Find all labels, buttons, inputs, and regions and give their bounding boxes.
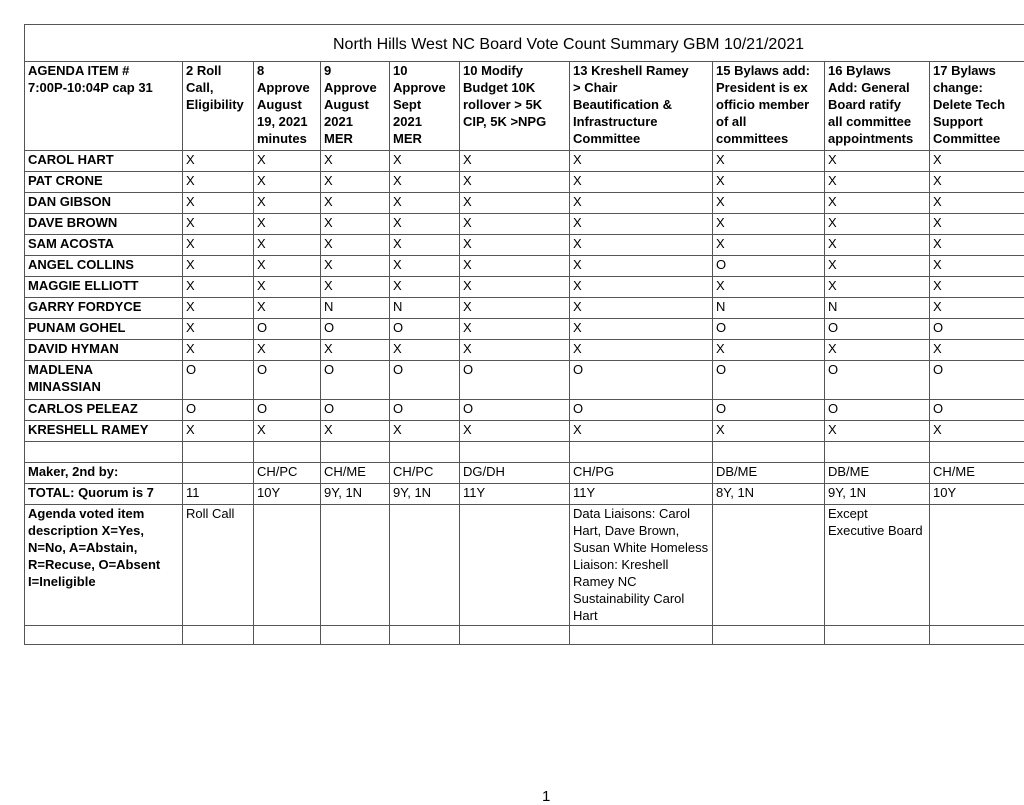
page-number: 1 xyxy=(542,788,550,805)
description-value: Roll Call xyxy=(183,505,254,626)
voter-name: KRESHELL RAMEY xyxy=(25,421,183,442)
header-item-6 xyxy=(570,62,713,151)
vote-cell: X xyxy=(390,421,460,442)
voter-name: DAVID HYMAN xyxy=(25,340,183,361)
vote-cell: O xyxy=(321,400,390,421)
vote-cell: X xyxy=(825,256,930,277)
vote-cell: X xyxy=(390,256,460,277)
vote-cell: O xyxy=(390,361,460,400)
maker-value: CH/ME xyxy=(321,463,390,484)
header-item-2 xyxy=(254,62,321,151)
vote-cell: X xyxy=(930,298,1024,319)
header-item-5 xyxy=(460,62,570,151)
header-item-8 xyxy=(825,62,930,151)
total-row xyxy=(25,484,1024,505)
vote-cell: X xyxy=(183,340,254,361)
vote-cell: X xyxy=(825,340,930,361)
header-label: 10 Modify Budget 10K rollover > 5K CIP, 5K >NPG xyxy=(463,62,566,130)
description-value xyxy=(321,505,390,626)
header-label: 10 Approve Sept 2021 MER xyxy=(393,62,456,147)
empty-cell xyxy=(825,626,930,645)
vote-cell: O xyxy=(930,319,1024,340)
header-row xyxy=(25,62,1024,151)
vote-cell: X xyxy=(570,235,713,256)
vote-cell: N xyxy=(321,298,390,319)
empty-cell xyxy=(321,442,390,463)
empty-cell xyxy=(183,442,254,463)
description-value xyxy=(930,505,1024,626)
vote-cell: O xyxy=(460,400,570,421)
voter-row xyxy=(25,256,1024,277)
vote-cell: X xyxy=(254,298,321,319)
vote-cell: X xyxy=(570,277,713,298)
total-value: 11Y xyxy=(460,484,570,505)
maker-value: DB/ME xyxy=(713,463,825,484)
header-item-1 xyxy=(183,62,254,151)
vote-cell: X xyxy=(713,235,825,256)
vote-cell: O xyxy=(713,319,825,340)
empty-cell xyxy=(460,442,570,463)
voter-row xyxy=(25,214,1024,235)
empty-cell xyxy=(570,626,713,645)
vote-cell: X xyxy=(183,193,254,214)
description-value xyxy=(460,505,570,626)
description-value: Except Executive Board xyxy=(825,505,930,626)
voter-name: SAM ACOSTA xyxy=(25,235,183,256)
empty-cell xyxy=(930,626,1024,645)
vote-cell: X xyxy=(825,277,930,298)
empty-cell xyxy=(713,626,825,645)
voter-row xyxy=(25,193,1024,214)
vote-cell: X xyxy=(390,340,460,361)
vote-cell: O xyxy=(183,400,254,421)
vote-cell: X xyxy=(254,193,321,214)
vote-cell: X xyxy=(930,256,1024,277)
voter-row xyxy=(25,151,1024,172)
vote-cell: X xyxy=(930,421,1024,442)
voter-row xyxy=(25,277,1024,298)
vote-cell: X xyxy=(930,340,1024,361)
vote-cell: X xyxy=(321,235,390,256)
vote-cell: X xyxy=(825,172,930,193)
voter-name: ANGEL COLLINS xyxy=(25,256,183,277)
voter-name: MAGGIE ELLIOTT xyxy=(25,277,183,298)
vote-cell: X xyxy=(570,172,713,193)
voter-row xyxy=(25,172,1024,193)
voter-name: PAT CRONE xyxy=(25,172,183,193)
voter-name: GARRY FORDYCE xyxy=(25,298,183,319)
vote-cell: X xyxy=(183,421,254,442)
vote-cell: X xyxy=(460,319,570,340)
vote-cell: O xyxy=(570,361,713,400)
description-value xyxy=(254,505,321,626)
maker-value: CH/ME xyxy=(930,463,1024,484)
vote-cell: X xyxy=(183,214,254,235)
voter-name: CARLOS PELEAZ xyxy=(25,400,183,421)
vote-cell: O xyxy=(254,361,321,400)
total-value: 9Y, 1N xyxy=(825,484,930,505)
empty-cell xyxy=(460,626,570,645)
vote-cell: X xyxy=(460,256,570,277)
total-value: 10Y xyxy=(254,484,321,505)
vote-cell: X xyxy=(930,214,1024,235)
maker-value: DB/ME xyxy=(825,463,930,484)
vote-cell: X xyxy=(930,193,1024,214)
voter-row xyxy=(25,298,1024,319)
vote-cell: O xyxy=(254,319,321,340)
vote-table xyxy=(24,62,1024,645)
vote-cell: X xyxy=(713,172,825,193)
vote-cell: X xyxy=(825,193,930,214)
vote-cell: O xyxy=(825,400,930,421)
vote-cell: O xyxy=(825,319,930,340)
maker-value: CH/PC xyxy=(390,463,460,484)
vote-cell: O xyxy=(321,361,390,400)
voter-row xyxy=(25,340,1024,361)
total-value: 10Y xyxy=(930,484,1024,505)
vote-cell: X xyxy=(570,193,713,214)
total-value: 9Y, 1N xyxy=(321,484,390,505)
vote-cell: X xyxy=(460,151,570,172)
table-body xyxy=(25,151,1024,645)
vote-cell: X xyxy=(713,151,825,172)
empty-cell xyxy=(25,626,183,645)
header-label: 17 Bylaws change: Delete Tech Support Committee xyxy=(933,62,1022,147)
vote-cell: O xyxy=(930,400,1024,421)
vote-cell: X xyxy=(183,235,254,256)
vote-cell: X xyxy=(825,235,930,256)
voter-row xyxy=(25,319,1024,340)
vote-cell: X xyxy=(570,298,713,319)
vote-cell: O xyxy=(713,256,825,277)
vote-cell: X xyxy=(713,340,825,361)
voter-name: DAVE BROWN xyxy=(25,214,183,235)
header-label: AGENDA ITEM # 7:00P-10:04P cap 31 xyxy=(28,62,179,96)
description-label: Agenda voted item description X=Yes, N=No, A=Abstain, R=Recuse, O=Absent I=Ineligible xyxy=(25,505,183,626)
header-label: 9 Approve August 2021 MER xyxy=(324,62,386,147)
vote-cell: X xyxy=(713,193,825,214)
vote-cell: X xyxy=(460,298,570,319)
vote-cell: X xyxy=(460,193,570,214)
description-value: Data Liaisons: Carol Hart, Dave Brown, Susan White Homeless Liaison: Kreshell Ramey NC Sustainability Carol Hart xyxy=(570,505,713,626)
vote-cell: X xyxy=(930,172,1024,193)
vote-cell: X xyxy=(254,151,321,172)
voter-name: PUNAM GOHEL xyxy=(25,319,183,340)
empty-cell xyxy=(390,442,460,463)
voter-name: CAROL HART xyxy=(25,151,183,172)
header-label: 15 Bylaws add: President is ex officio member of all committees xyxy=(716,62,821,147)
empty-cell xyxy=(254,626,321,645)
header-item-4 xyxy=(390,62,460,151)
vote-cell: X xyxy=(321,151,390,172)
vote-cell: X xyxy=(321,172,390,193)
header-item-9 xyxy=(930,62,1024,151)
vote-cell: X xyxy=(183,256,254,277)
vote-cell: X xyxy=(254,340,321,361)
maker-value: CH/PG xyxy=(570,463,713,484)
vote-cell: X xyxy=(183,172,254,193)
vote-cell: O xyxy=(930,361,1024,400)
vote-cell: X xyxy=(321,277,390,298)
vote-cell: X xyxy=(570,256,713,277)
empty-cell xyxy=(25,442,183,463)
spacer-row xyxy=(25,442,1024,463)
vote-cell: X xyxy=(183,298,254,319)
vote-cell: X xyxy=(254,172,321,193)
total-value: 8Y, 1N xyxy=(713,484,825,505)
vote-cell: N xyxy=(390,298,460,319)
vote-cell: X xyxy=(825,214,930,235)
title-row xyxy=(24,24,1024,62)
vote-cell: O xyxy=(460,361,570,400)
vote-cell: X xyxy=(183,277,254,298)
vote-cell: X xyxy=(460,214,570,235)
vote-cell: O xyxy=(825,361,930,400)
header-agenda-item xyxy=(25,62,183,151)
vote-cell: X xyxy=(390,214,460,235)
vote-cell: X xyxy=(570,319,713,340)
vote-cell: X xyxy=(930,151,1024,172)
header-item-7 xyxy=(713,62,825,151)
vote-cell: X xyxy=(254,235,321,256)
vote-cell: O xyxy=(570,400,713,421)
vote-cell: X xyxy=(390,193,460,214)
total-value: 11Y xyxy=(570,484,713,505)
empty-cell xyxy=(183,626,254,645)
vote-cell: X xyxy=(321,193,390,214)
vote-cell: N xyxy=(713,298,825,319)
vote-cell: X xyxy=(713,421,825,442)
maker-row xyxy=(25,463,1024,484)
vote-cell: X xyxy=(825,151,930,172)
vote-cell: X xyxy=(254,421,321,442)
header-label: 2 Roll Call, Eligibility xyxy=(186,62,250,113)
vote-cell: X xyxy=(321,421,390,442)
empty-cell xyxy=(321,626,390,645)
vote-cell: X xyxy=(254,214,321,235)
description-row xyxy=(25,505,1024,626)
page-title: North Hills West NC Board Vote Count Summary GBM 10/21/2021 xyxy=(333,36,804,54)
vote-cell: X xyxy=(570,214,713,235)
vote-cell: X xyxy=(390,235,460,256)
vote-cell: O xyxy=(713,400,825,421)
vote-cell: X xyxy=(930,235,1024,256)
vote-cell: N xyxy=(825,298,930,319)
description-value xyxy=(713,505,825,626)
empty-cell xyxy=(713,442,825,463)
voter-row xyxy=(25,421,1024,442)
vote-cell: O xyxy=(183,361,254,400)
vote-cell: O xyxy=(390,400,460,421)
vote-cell: O xyxy=(254,400,321,421)
vote-cell: X xyxy=(713,277,825,298)
vote-cell: X xyxy=(570,421,713,442)
vote-cell: X xyxy=(390,172,460,193)
empty-cell xyxy=(930,442,1024,463)
maker-label: Maker, 2nd by: xyxy=(25,463,183,484)
total-value: 11 xyxy=(183,484,254,505)
vote-cell: X xyxy=(254,256,321,277)
header-label: 8 Approve August 19, 2021 minutes xyxy=(257,62,317,147)
empty-cell xyxy=(570,442,713,463)
vote-cell: X xyxy=(460,235,570,256)
header-label: 16 Bylaws Add: General Board ratify all committee appointments xyxy=(828,62,926,147)
empty-cell xyxy=(254,442,321,463)
vote-cell: X xyxy=(390,151,460,172)
empty-cell xyxy=(825,442,930,463)
voter-row xyxy=(25,400,1024,421)
header-label: 13 Kreshell Ramey > Chair Beautification & Infrastructure Committee xyxy=(573,62,709,147)
vote-cell: X xyxy=(570,340,713,361)
total-label: TOTAL: Quorum is 7 xyxy=(25,484,183,505)
vote-cell: X xyxy=(390,277,460,298)
vote-cell: X xyxy=(321,340,390,361)
voter-name: DAN GIBSON xyxy=(25,193,183,214)
vote-cell: X xyxy=(460,421,570,442)
vote-cell: X xyxy=(321,214,390,235)
voter-row xyxy=(25,235,1024,256)
vote-cell: O xyxy=(321,319,390,340)
empty-cell xyxy=(390,626,460,645)
voter-name: MADLENA MINASSIAN xyxy=(25,361,183,400)
vote-cell: X xyxy=(713,214,825,235)
vote-cell: X xyxy=(254,277,321,298)
maker-value: DG/DH xyxy=(460,463,570,484)
vote-cell: O xyxy=(390,319,460,340)
vote-cell: X xyxy=(460,277,570,298)
maker-value: CH/PC xyxy=(254,463,321,484)
vote-cell: X xyxy=(825,421,930,442)
vote-cell: X xyxy=(930,277,1024,298)
total-value: 9Y, 1N xyxy=(390,484,460,505)
vote-cell: X xyxy=(460,172,570,193)
trailing-row xyxy=(25,626,1024,645)
vote-cell: O xyxy=(713,361,825,400)
description-value xyxy=(390,505,460,626)
maker-value xyxy=(183,463,254,484)
vote-cell: X xyxy=(183,151,254,172)
vote-cell: X xyxy=(183,319,254,340)
voter-row xyxy=(25,361,1024,400)
vote-cell: X xyxy=(321,256,390,277)
vote-cell: X xyxy=(460,340,570,361)
vote-cell: X xyxy=(570,151,713,172)
header-item-3 xyxy=(321,62,390,151)
